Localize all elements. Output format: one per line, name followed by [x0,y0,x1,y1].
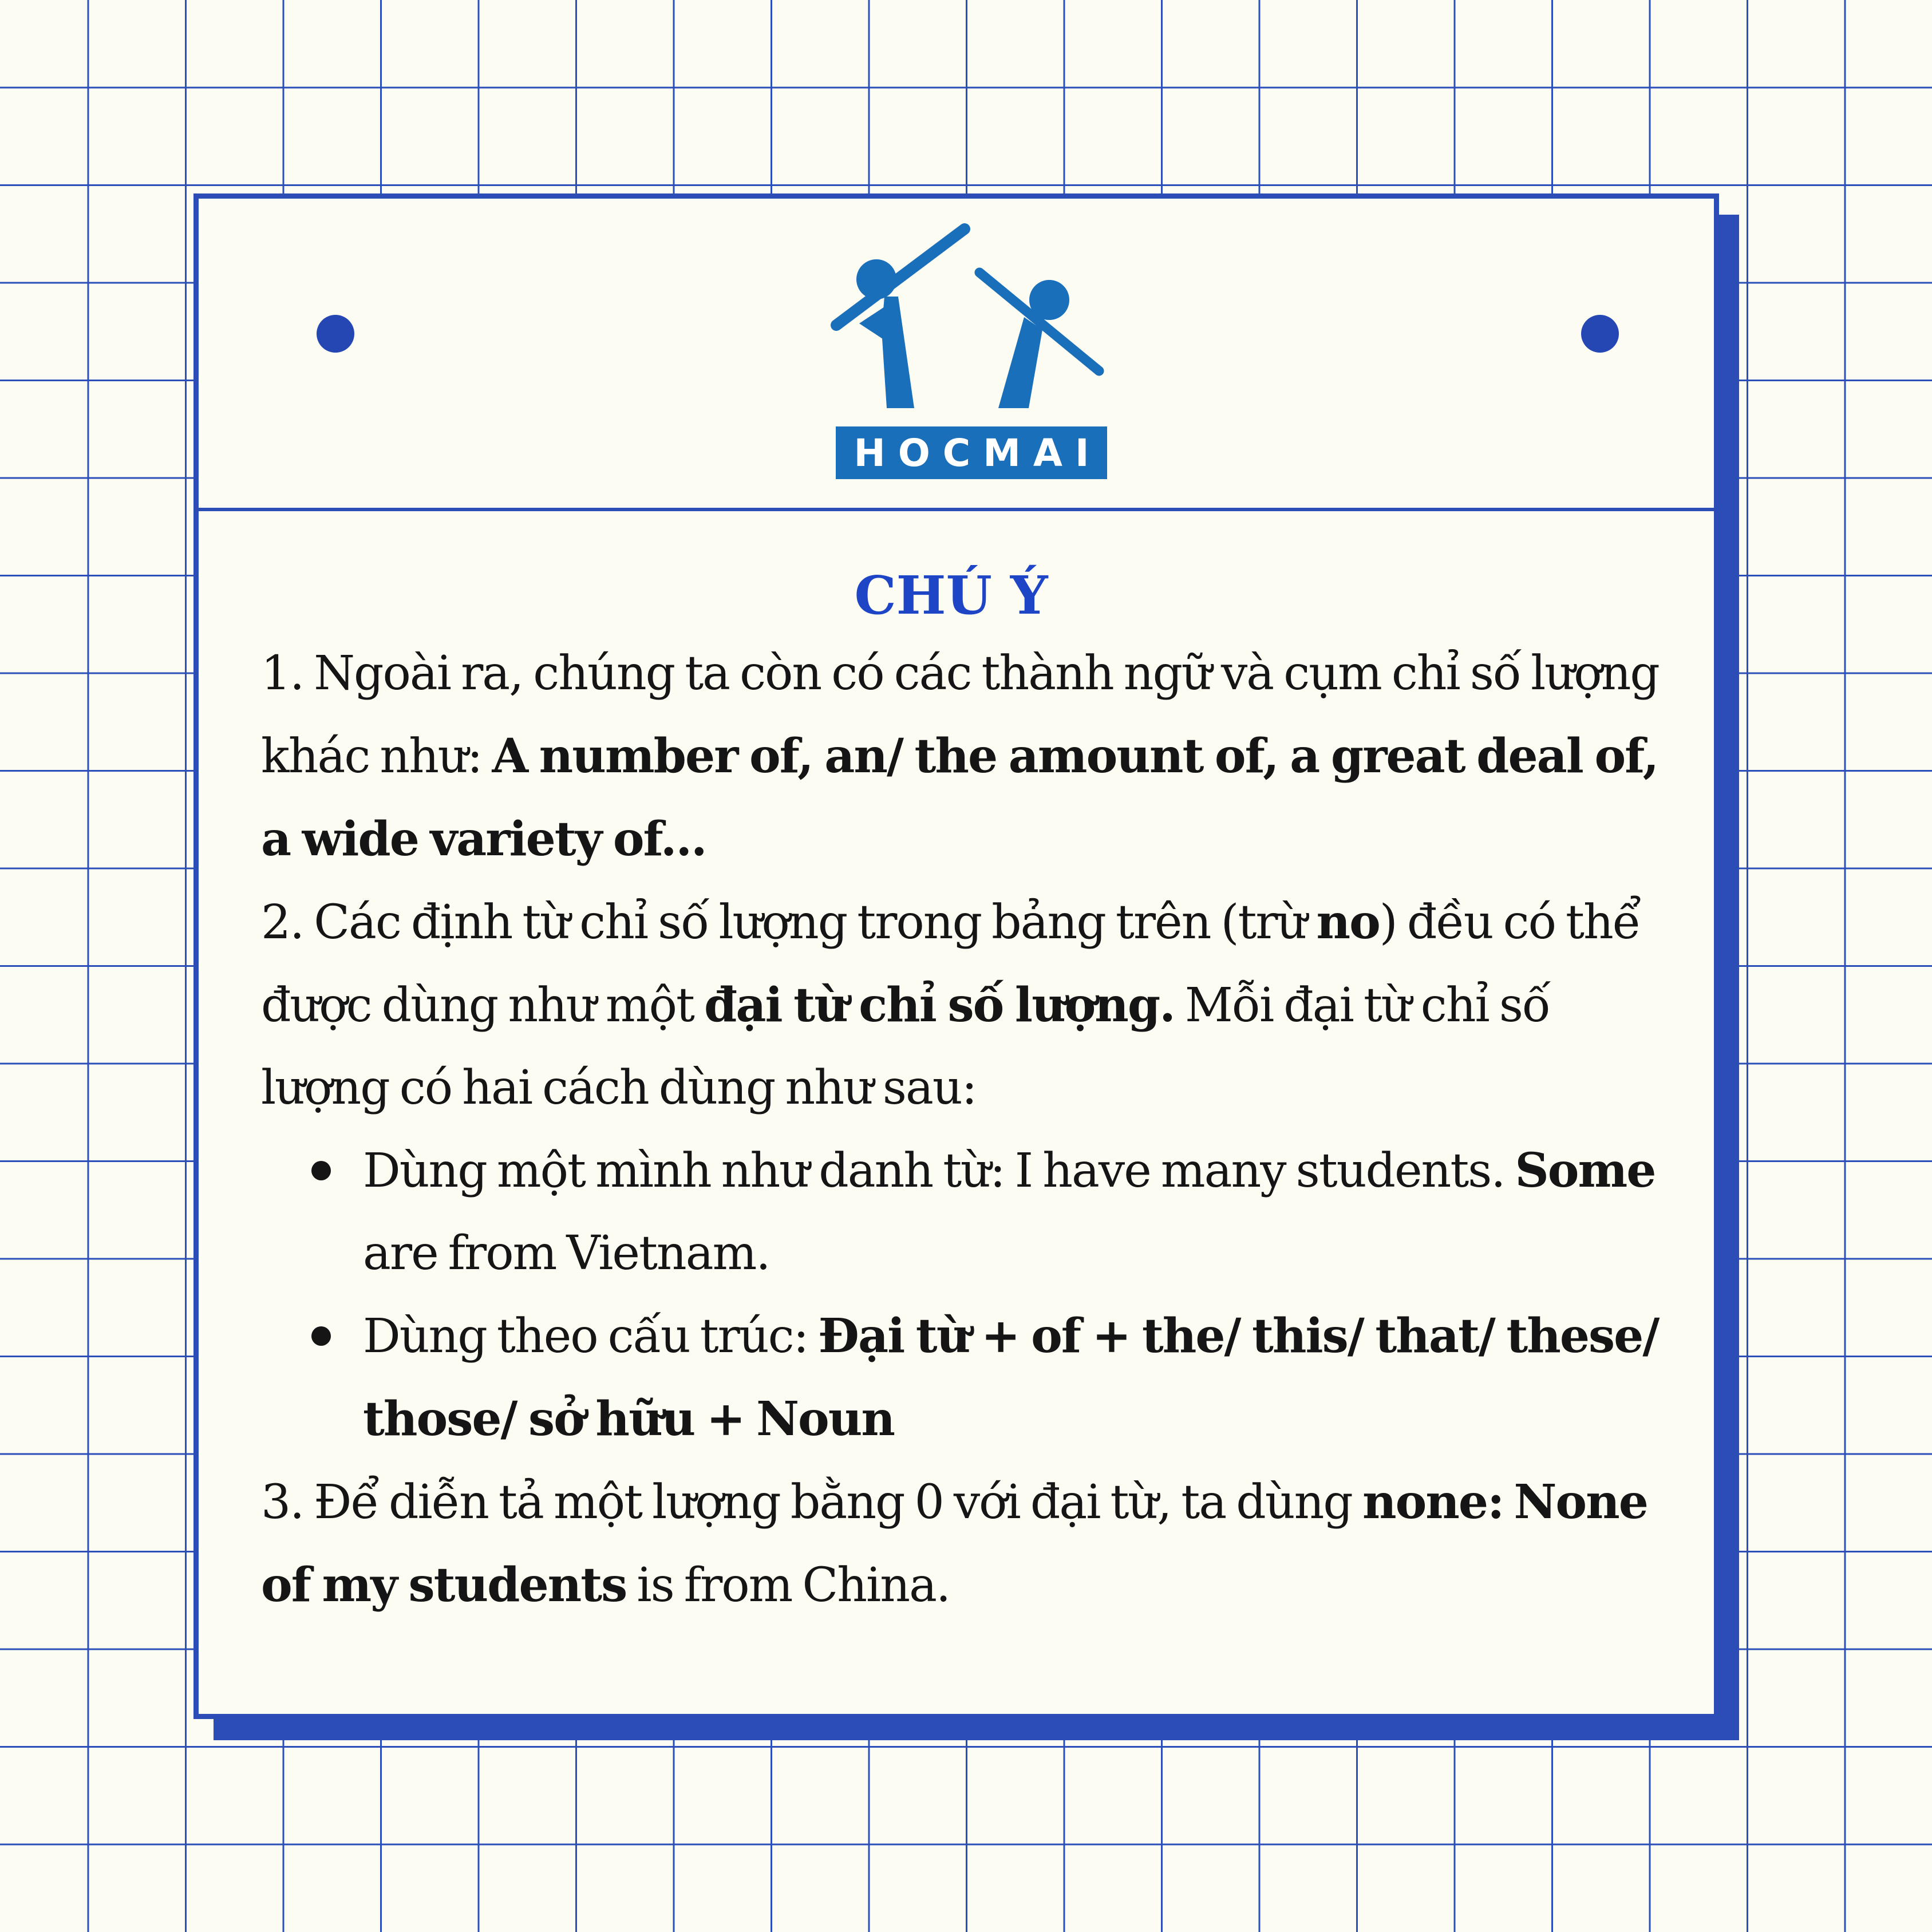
hocmai-wordmark: HOCMAI [836,426,1107,479]
note-title: CHÚ Ý [854,564,1048,626]
bullet-icon [311,1326,331,1346]
paragraph-1-text: 1. Ngoài ra, chúng ta còn có các thành ngữ và cụm chỉ số lượng khác như: [261,646,1659,784]
hocmai-people-icon [829,218,1108,424]
card-header [199,199,1714,511]
bullet-2-structure: Đại từ + of + the/ this/ that/ these/ those/ sở hữu + Noun [363,1309,1659,1447]
paragraph-3-text-1: 3. Để diễn tả một lượng bằng 0 với đại từ, ta dùng [261,1475,1362,1530]
bullet-2-text: Dùng theo cấu trúc: [363,1309,819,1364]
bullet-1-text-2: are from Vietnam. [363,1226,770,1281]
paragraph-1-phrases: A number of, an/ the amount of, a great deal of, a wide variety of... [261,729,1658,867]
hocmai-logo [829,218,1108,487]
bullet-icon [311,1161,331,1180]
paragraph-2-bold-pronoun: đại từ chỉ số lượng. [704,978,1175,1033]
paragraph-3-bold-none: none: [1362,1475,1504,1530]
list-item [261,1295,1664,1461]
paragraph-2-text-1: 2. Các định từ chỉ số lượng trong bảng trên (trừ [261,895,1317,950]
bullet-1-text-1: Dùng một mình như danh từ: I have many students. [363,1144,1515,1198]
decorative-dot-left [317,315,354,353]
paragraph-2-bold-no: no [1316,895,1380,950]
paragraph-1 [261,633,1664,881]
paragraph-3 [261,1461,1664,1627]
bullet-1-bold: Some [1515,1143,1656,1198]
paragraph-3-text-2: is from China. [626,1558,950,1613]
paragraph-2 [261,881,1664,1129]
note-content [261,558,1664,1627]
decorative-dot-right [1581,315,1619,353]
paragraph-3-example-bold: None of my students [261,1475,1647,1613]
paragraph-2-text-2: ) đều có thể được dùng như một [261,895,1641,1033]
list-item [261,1129,1664,1295]
paragraph-2-text-3: Mỗi đại từ chỉ số lượng có hai cách dùng như sau: [261,978,1550,1115]
usage-list [261,1129,1664,1461]
